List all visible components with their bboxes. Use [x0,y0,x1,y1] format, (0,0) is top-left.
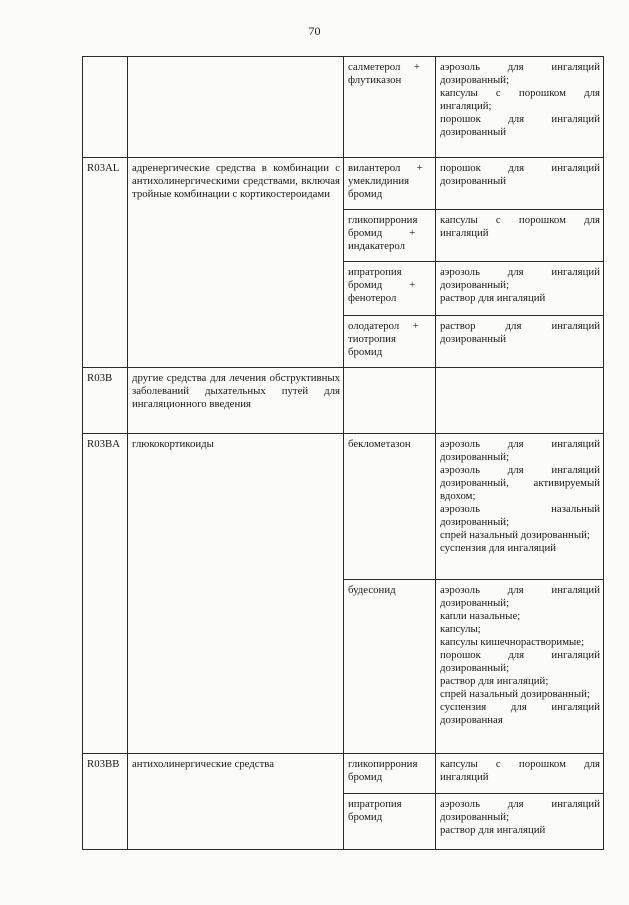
drug-name-cell: ипратропия бромид + фенотерол [344,262,436,316]
dosage-form: порошок для ингаляций дозированный [440,162,600,187]
dosage-form: раствор для ингаляций; [440,675,549,687]
dosage-form: капсулы кишечнорастворимые; [440,636,585,648]
drug-name-cell: салметерол + флутиказон [344,57,436,158]
drug-classification-table [82,56,604,850]
dosage-form: аэрозоль для ингаляций дозированный; [440,438,600,463]
drug-name-cell: олодатерол + тиотропия бромид [344,316,436,368]
dosage-form: раствор для ингаляций дозированный [440,320,600,345]
dosage-form: суспензия для ингаляций [440,542,557,554]
dosage-form: порошок для ингаляций дозированный; [440,649,600,674]
dosage-form: капсулы с порошком для ингаляций [440,214,600,239]
page-number: 70 [308,24,321,38]
atc-code-cell: R03BB [83,754,128,850]
drug-name-cell: беклометазон [344,434,436,580]
atc-code-cell: R03BA [83,434,128,754]
dosage-forms-cell [436,434,604,580]
group-name-cell: адренергические средства в комбинации с антихолинергическими средствами, включая тройные комбинации с кортикостероидами [128,158,344,368]
drug-name-cell [344,368,436,434]
dosage-form: капли назальные; [440,610,521,622]
dosage-forms-cell [436,580,604,754]
dosage-form: аэрозоль для ингаляций дозированный; [440,61,600,86]
atc-code-cell: R03AL [83,158,128,368]
drug-name-cell: гликопиррония бромид + индакатерол [344,210,436,262]
table-row [83,158,604,210]
table-body [83,57,604,850]
atc-code-cell [83,57,128,158]
dosage-form: раствор для ингаляций [440,824,546,836]
dosage-forms-cell [436,754,604,794]
dosage-form: аэрозоль назальный дозированный; [440,503,600,528]
dosage-forms-cell [436,368,604,434]
dosage-form: аэрозоль для ингаляций дозированный, активируемый вдохом; [440,464,600,502]
dosage-form: капсулы; [440,623,481,635]
dosage-form: порошок для ингаляций дозированный [440,113,600,138]
dosage-form: капсулы с порошком для ингаляций [440,758,600,783]
table-row [83,368,604,434]
drug-name-cell: ипратропия бромид [344,794,436,850]
drug-name-cell: будесонид [344,580,436,754]
dosage-forms-cell [436,262,604,316]
table-row [83,57,604,158]
atc-code-cell: R03B [83,368,128,434]
group-name-cell: глюкокортикоиды [128,434,344,754]
dosage-form: аэрозоль для ингаляций дозированный; [440,584,600,609]
dosage-forms-cell [436,158,604,210]
drug-name-cell: гликопиррония бромид [344,754,436,794]
dosage-forms-cell [436,210,604,262]
table-row [83,434,604,580]
group-name-cell: другие средства для лечения обструктивных заболеваний дыхательных путей для ингаляционного введения [128,368,344,434]
group-name-cell: антихолинергические средства [128,754,344,850]
dosage-forms-cell [436,57,604,158]
table-row [83,754,604,794]
drug-name-cell: вилантерол + умеклидиния бромид [344,158,436,210]
dosage-form: раствор для ингаляций [440,292,546,304]
dosage-form: суспензия для ингаляций дозированная [440,701,600,726]
dosage-form: спрей назальный дозированный; [440,529,590,541]
group-name-cell [128,57,344,158]
dosage-form: спрей назальный дозированный; [440,688,590,700]
dosage-forms-cell [436,316,604,368]
dosage-forms-cell [436,794,604,850]
dosage-form: капсулы с порошком для ингаляций; [440,87,600,112]
dosage-form: аэрозоль для ингаляций дозированный; [440,266,600,291]
dosage-form: аэрозоль для ингаляций дозированный; [440,798,600,823]
